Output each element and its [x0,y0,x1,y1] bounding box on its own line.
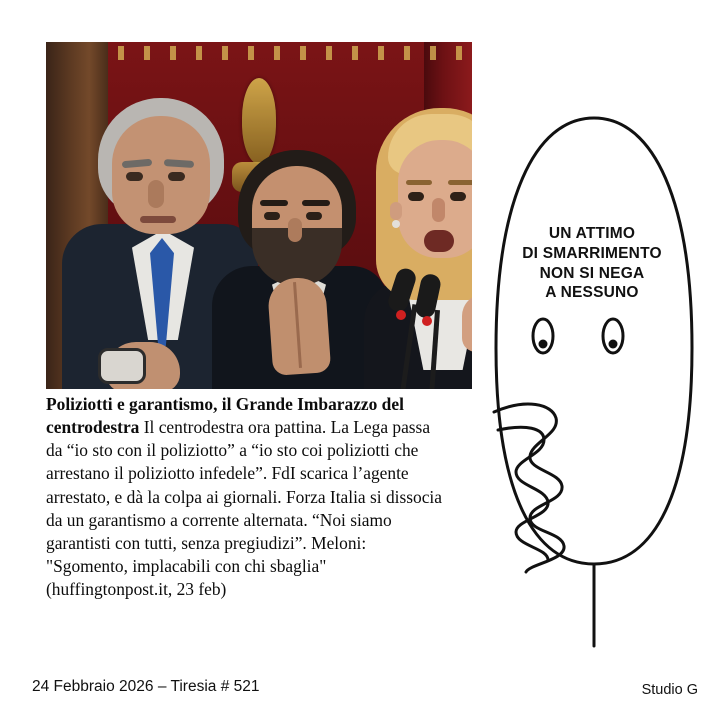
caption-headline: Poliziotti e garantismo, il Grande Imbarazzo del centrodestra [46,394,404,438]
gold-ornament [242,78,276,164]
speech-line-1: UN ATTIMO [548,225,636,242]
earring [392,220,400,228]
left-pupil-icon [539,340,548,349]
wristwatch [98,348,146,384]
right-pupil-icon [609,340,618,349]
speech-line-2: DI SMARRIMENTO [522,244,662,262]
speech-line-4: A NESSUNO [545,284,639,302]
footer-studio-credit: Studio G [641,682,698,698]
gold-studs-decoration [108,46,472,60]
blob-speech-text [504,224,680,303]
blob-drawing [486,112,702,668]
blob-character [486,112,702,668]
caption-text [46,393,446,601]
speech-line-3: NON SI NEGA [539,264,645,282]
caption-body: Il centrodestra ora pattina. La Lega passa da “io sto con il poliziotto” a “io sto coi poliziotti che arrestano il poliziotto infedele”. FdI scarica l’agente arrestato, e dà la colpa ai giornali. Forza Italia si dissocia da un garantismo a corrente alternata. “Noi siamo garantisti con tutti, senza pregiudizi”. Meloni: "Sgomento, implacabili con chi sbaglia" (huffingtonpost.it, 23 feb) [46,417,442,600]
news-photo [46,42,472,389]
footer-date-issue: 24 Febbraio 2026 – Tiresia # 521 [32,678,260,695]
blob-body-outline [496,118,692,564]
